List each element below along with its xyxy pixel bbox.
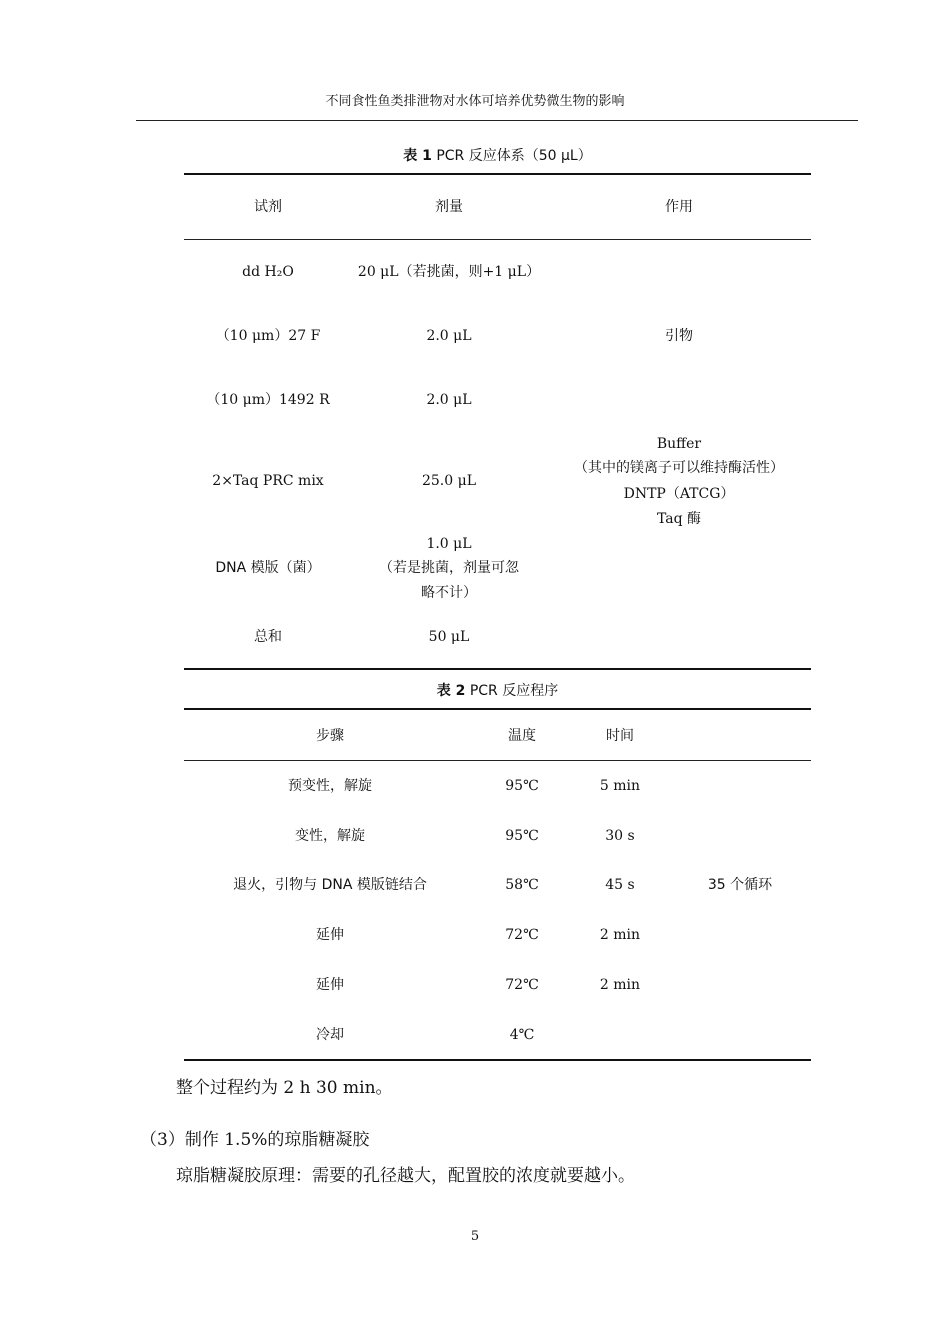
table1-amount-total: 50 μL [428, 629, 470, 645]
table1-bottom-rule [184, 668, 811, 670]
table1-function-dntp: DNTP（ATCG） [623, 486, 735, 502]
table2-caption [184, 680, 811, 700]
table2-header-step: 步骤 [316, 728, 344, 744]
table1-amount-note: （若是挑菌，剂量可忽 [379, 560, 519, 576]
table2-header-time: 时间 [606, 728, 634, 744]
table2-time: 30 s [605, 828, 635, 844]
table2-cycle-note: 35 个循环 [707, 877, 773, 893]
table2-time: 2 min [599, 927, 641, 943]
table1-caption-text: PCR 反应体系（50 μL） [431, 148, 592, 164]
table1-amount: 25.0 μL [421, 473, 477, 489]
principle-text: 琼脂糖凝胶原理：需要的孔径越大，配置胶的浓度就要越小。 [176, 1166, 635, 1186]
table1-amount-note: 略不计） [421, 585, 477, 601]
table2-temp: 58℃ [505, 877, 539, 893]
table1-amount: 1.0 μL [426, 536, 472, 552]
table2-bottom-rule [184, 1059, 811, 1061]
table2-temp: 72℃ [505, 977, 539, 993]
table2-caption-text: PCR 反应程序 [465, 683, 559, 699]
table2-time: 45 s [605, 877, 635, 893]
table2-top-rule [184, 708, 811, 710]
header-rule [136, 120, 858, 121]
table1-reagent: DNA 模版（菌） [215, 560, 321, 576]
table2-temp: 72℃ [505, 927, 539, 943]
table2-step: 变性，解旋 [295, 828, 365, 844]
table1-reagent: dd H₂O [242, 264, 294, 280]
table2-time: 2 min [599, 977, 641, 993]
table1-reagent-total: 总和 [254, 629, 282, 645]
table1-amount: 20 μL（若挑菌，则+1 μL） [357, 264, 541, 280]
table1-reagent: （10 μm）1492 R [206, 392, 330, 408]
table2-header-temp: 温度 [508, 728, 536, 744]
table1-reagent: 2×Taq PRC mix [212, 473, 324, 489]
table2-step: 预变性，解旋 [288, 778, 372, 794]
table2-caption-label: 表 2 [436, 683, 466, 699]
table2-time: 5 min [599, 778, 641, 794]
table1-amount: 2.0 μL [426, 392, 472, 408]
table2-header-rule [184, 760, 811, 761]
table1-header-reagent: 试剂 [254, 199, 282, 215]
total-time-text: 整个过程约为 2 h 30 min。 [176, 1078, 393, 1098]
table2-temp: 4℃ [509, 1027, 535, 1043]
table1-function-buffer: Buffer [656, 436, 702, 452]
table1-top-rule [184, 173, 811, 175]
table2-step: 延伸 [316, 977, 344, 993]
step3-heading: （3）制作 1.5%的琼脂糖凝胶 [140, 1130, 370, 1150]
table1-function-taq: Taq 酶 [656, 511, 701, 527]
table1-function-mg-note: （其中的镁离子可以维持酶活性） [574, 460, 784, 476]
running-header: 不同食性鱼类排泄物对水体可培养优势微生物的影响 [325, 94, 625, 109]
table1-function-primer: 引物 [665, 328, 693, 344]
page-number: 5 [470, 1229, 480, 1244]
table1-header-rule [184, 239, 811, 240]
table1-reagent: （10 μm）27 F [215, 328, 321, 344]
table1-amount: 2.0 μL [426, 328, 472, 344]
table1-header-amount: 剂量 [435, 199, 463, 215]
table1-caption-label: 表 1 [403, 148, 432, 164]
table2-temp: 95℃ [505, 828, 539, 844]
table1-caption [184, 145, 811, 165]
table2-step: 退火，引物与 DNA 模版链结合 [233, 877, 427, 893]
table1-header-function: 作用 [665, 199, 693, 215]
table2-step: 冷却 [316, 1027, 344, 1043]
table2-step: 延伸 [316, 927, 344, 943]
table2-temp: 95℃ [505, 778, 539, 794]
